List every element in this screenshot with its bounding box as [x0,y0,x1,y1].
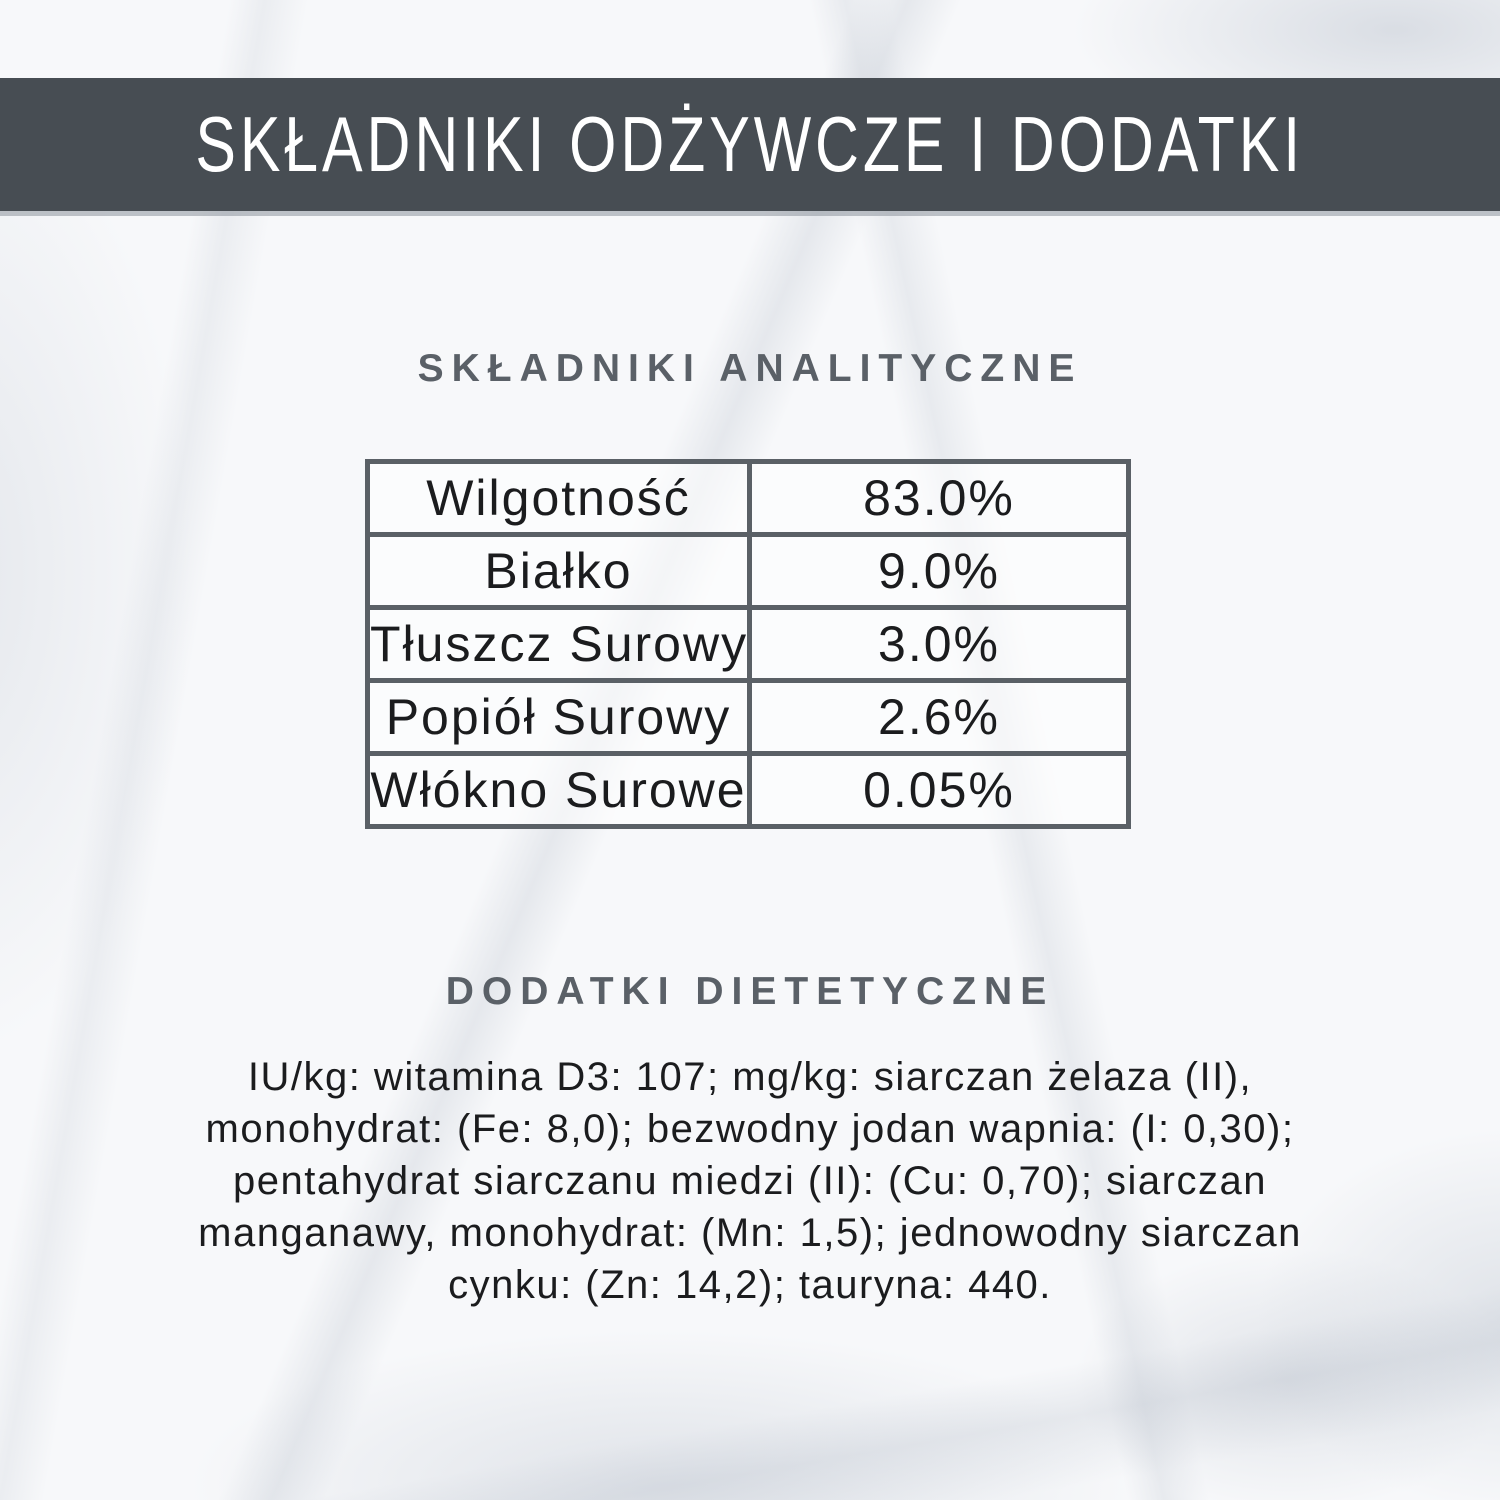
nutrient-value-cell [750,535,1129,608]
table-row [368,462,1129,535]
additives-line: manganawy, monohydrat: (Mn: 1,5); jednowodny siarczan [198,1211,1302,1255]
nutrient-label-cell [368,462,750,535]
nutrient-value-cell [750,608,1129,681]
analytical-section-title: SKŁADNIKI ANALITYCZNE [417,347,1083,390]
nutrient-value: 3.0% [878,616,1000,672]
nutrient-label: Popiół Surowy [385,689,732,745]
nutrient-label-cell [368,754,750,827]
nutrient-label: Tłuszcz Surowy [370,616,749,672]
table-row [368,681,1129,754]
nutrient-label: Wilgotność [426,470,691,526]
nutrient-value: 2.6% [878,689,1000,745]
analytical-table [365,459,1131,829]
nutrient-label: Włókno Surowe [370,762,747,818]
nutrient-value: 83.0% [863,470,1015,526]
nutrient-label-cell [368,681,750,754]
nutrient-label: Białko [484,543,633,599]
nutrient-value-cell [750,754,1129,827]
table-row [368,754,1129,827]
additives-section-title: DODATKI DIETETYCZNE [445,970,1055,1013]
additives-line: IU/kg: witamina D3: 107; mg/kg: siarczan żelaza (II), [247,1055,1253,1099]
nutrient-value: 9.0% [878,543,1000,599]
header-banner [0,78,1500,211]
nutrient-value: 0.05% [863,762,1015,818]
table-row [368,608,1129,681]
table-row [368,535,1129,608]
nutrient-value-cell [750,462,1129,535]
additives-line: monohydrat: (Fe: 8,0); bezwodny jodan wapnia: (I: 0,30); [205,1107,1295,1151]
additives-text [70,1051,1430,1311]
nutrient-label-cell [368,535,750,608]
nutrient-label-cell [368,608,750,681]
header-title: SKŁADNIKI ODŻYWCZE I DODATKI [195,100,1305,188]
additives-line: pentahydrat siarczanu miedzi (II): (Cu: 0,70); siarczan [232,1159,1267,1203]
nutrient-value-cell [750,681,1129,754]
additives-line: cynku: (Zn: 14,2); tauryna: 440. [448,1263,1052,1307]
